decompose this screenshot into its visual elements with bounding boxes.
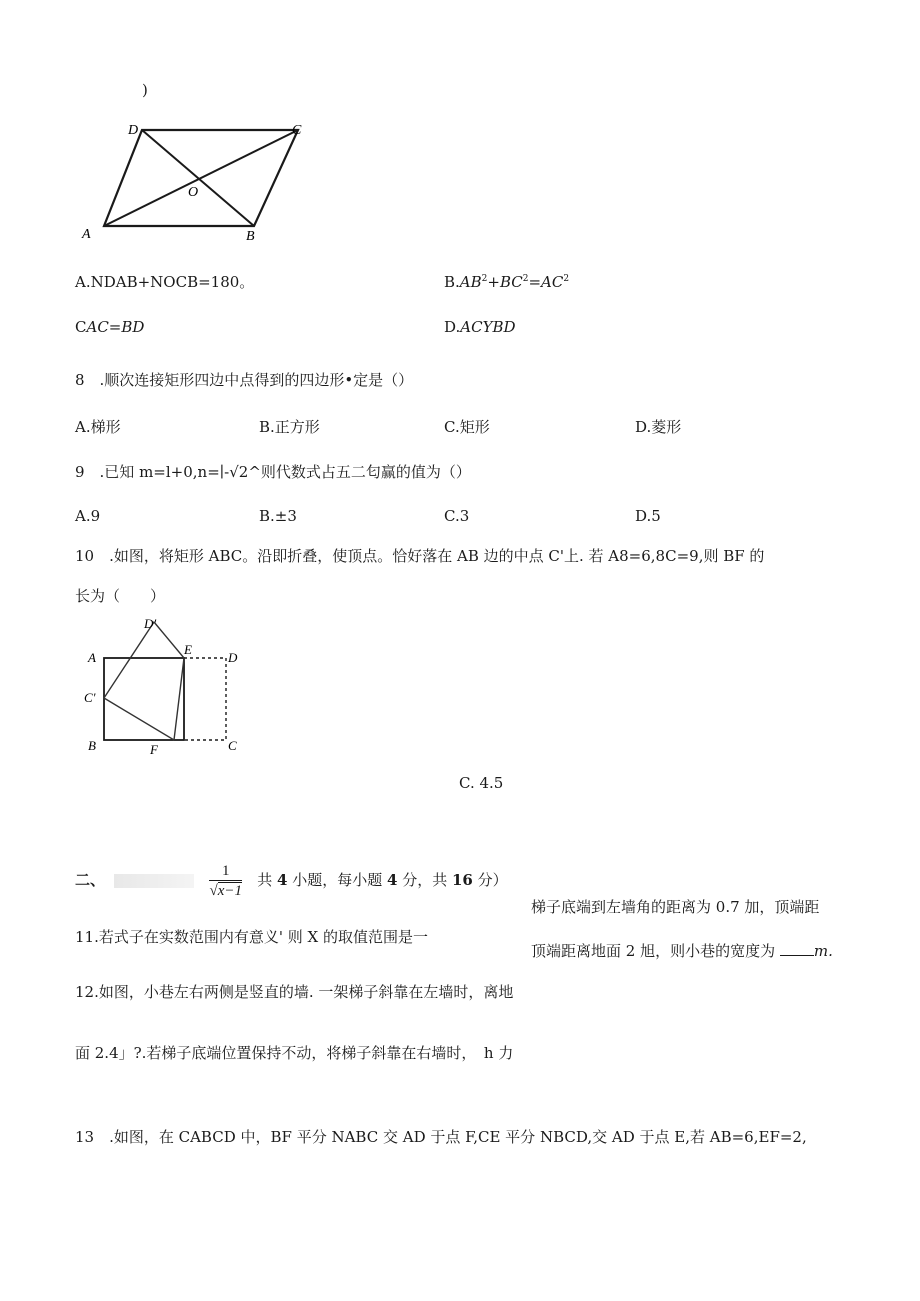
rectangle-dashed-part — [184, 658, 226, 740]
q7-option-b-t2: +BC — [487, 273, 523, 291]
diagonal-ac — [104, 130, 298, 226]
label-a: A — [82, 227, 91, 242]
q7-option-d-text: ACYBD — [460, 318, 516, 336]
rectangle-left-part — [104, 658, 184, 740]
label-c: C — [292, 123, 302, 138]
fraction-numerator: 1 — [209, 862, 242, 881]
label-a2: A — [88, 650, 96, 665]
q7-option-b-s1: 2 — [481, 274, 488, 284]
fraction-expression — [209, 862, 242, 900]
diagonal-bd — [142, 130, 254, 226]
section-2-text-d: 分） — [472, 871, 508, 889]
q8-option-d: D.菱形 — [635, 418, 682, 436]
section-2-text-b: 小题，每小题 — [287, 871, 387, 889]
q13-stem: 13 .如图，在 CABCD 中，BF 平分 NABC 交 AD 于点 F,CE 平分 NBCD,交 AD 于点 E,若 AB=6,EF=2, — [75, 1128, 807, 1146]
label-b: B — [246, 229, 255, 244]
label-b2: B — [88, 738, 96, 753]
q9-option-a: A.9 — [75, 507, 101, 525]
q8-option-b: B.正方形 — [259, 418, 320, 436]
answer-blank[interactable] — [780, 941, 814, 956]
q7-option-b-t1: AB — [459, 273, 482, 291]
section-2-prefix: 二、 — [75, 871, 106, 889]
q7-option-c — [75, 317, 144, 337]
fraction-radicand: x−1 — [217, 883, 242, 899]
q8-stem: 8 .顺次连接矩形四边中点得到的四边形•定是（） — [75, 371, 414, 389]
label-o: O — [188, 185, 199, 200]
folded-flap — [104, 622, 184, 740]
q7-option-b-t3: =AC — [528, 273, 564, 291]
q7-option-b-s3: 2 — [563, 274, 570, 284]
section-2-heading — [75, 860, 508, 900]
label-d-prime: D' — [144, 616, 157, 631]
label-c-prime: C' — [84, 690, 96, 705]
q12-right-line2 — [531, 941, 833, 961]
folded-rectangle-figure — [82, 612, 252, 762]
q7-option-c-prefix: C — [75, 318, 87, 336]
q7-option-b-s2: 2 — [522, 274, 529, 284]
q12-line1: 12.如图，小巷左右两侧是竖直的墙. 一架梯子斜靠在左墙时，离地 — [75, 983, 514, 1001]
q7-option-c-text: AC=BD — [86, 318, 145, 336]
q9-option-c: C.3 — [444, 507, 470, 525]
label-d: D — [128, 123, 139, 138]
q10-stem-line1: 10 .如图，将矩形 ABC。沿即折叠，使顶点。恰好落在 AB 边的中点 C'上. 若 A8=6,8C=9,则 BF 的 — [75, 547, 765, 565]
label-e: E — [184, 642, 192, 657]
section-2-total: 16 — [451, 871, 473, 889]
q8-option-c: C.矩形 — [444, 418, 490, 436]
q9-stem: 9 .已知 m=l+0,n=∣-√2^则代数式占五二匂赢的值为（） — [75, 463, 471, 481]
q7-option-d — [444, 317, 516, 337]
label-c2: C — [228, 738, 237, 753]
section-2-points: 4 — [387, 871, 398, 889]
q12-right-line1: 梯子底端到左墙角的距离为 0.7 加，顶端距 — [531, 898, 820, 916]
q8-option-a: A.梯形 — [75, 418, 121, 436]
q10-stem-line2: 长为（ ） — [75, 587, 166, 605]
label-d2: D — [228, 650, 238, 665]
q7-option-a: A.NDAB+NOCB=180。 — [75, 273, 255, 291]
scan-smudge — [114, 874, 194, 888]
parallelogram-figure — [78, 118, 308, 246]
section-2-text-a: 共 — [257, 871, 278, 889]
q11-stem: 11.若式子在实数范围内有意义' 则 X 的取值范围是一 — [75, 928, 428, 946]
q12-line2: 面 2.4」?.若梯子底端位置保持不动，将梯子斜靠在右墙时， h 力 — [75, 1044, 514, 1062]
q9-option-d: D.5 — [635, 507, 661, 525]
q7-option-d-prefix: D. — [444, 318, 461, 336]
fraction-denominator: √x−1 — [209, 883, 242, 899]
section-2-text-c: 分，共 — [397, 871, 452, 889]
q12-unit: m. — [813, 942, 833, 960]
q9-option-b: B.±3 — [259, 507, 297, 525]
q7-option-b-prefix: B. — [444, 273, 460, 291]
section-2-count: 4 — [277, 871, 288, 889]
label-f: F — [150, 742, 158, 757]
q10-option-c: C. 4.5 — [459, 774, 504, 792]
q7-option-b — [444, 272, 569, 292]
question-fragment: ) — [142, 81, 148, 99]
q12-right-line2-text: 顶端距离地面 2 旭，则小巷的宽度为 — [531, 942, 780, 960]
